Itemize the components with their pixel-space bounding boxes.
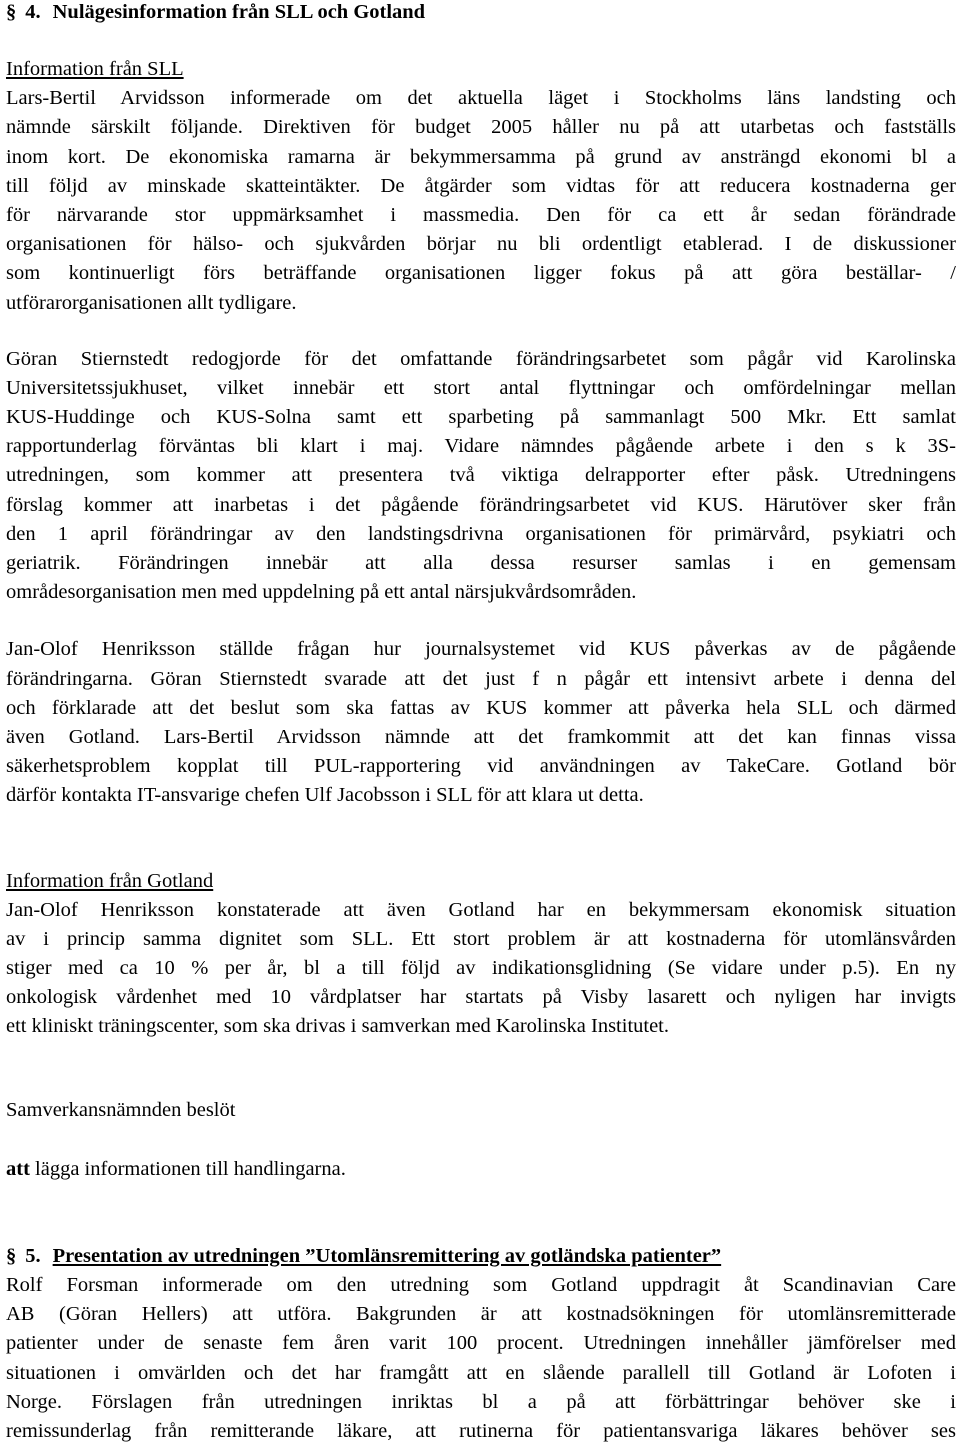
text-line: Jan-Olof Henriksson konstaterade att även Gotland har en bekymmersam ekonomisk situation — [6, 898, 956, 921]
section-title: Nulägesinformation från SLL och Gotland — [52, 1, 426, 23]
text-line: remissunderlag från remitterande läkare, att rutinerna för patientansvariga läkares behöver ses — [6, 1419, 956, 1442]
decision-body: lägga informationen till handlingarna. — [29, 1157, 346, 1180]
text-line: AB (Göran Hellers) att utföra. Bakgrunden är att kostnadsökningen för utomlänsremitterade — [6, 1303, 956, 1326]
sll-paragraph-1 — [6, 84, 956, 318]
text-line: organisationen för hälso- och sjukvården börjar nu bli ordentligt etablerad. I de diskussioner — [6, 233, 956, 256]
text-line: Jan-Olof Henriksson ställde frågan hur journalsystemet vid KUS påverkas av de pågående — [6, 638, 956, 661]
text-line: Rolf Forsman informerade om den utredning som Gotland uppdragit åt Scandinavian Care — [6, 1274, 956, 1297]
section-number: 5. — [25, 1245, 41, 1268]
att-keyword: att — [6, 1157, 30, 1180]
text-line: geriatrik. Förändringen innebär att alla dessa resurser samlas i en gemensam — [6, 552, 956, 575]
text-line: den 1 april förändringar av den landstingsdrivna organisationen för primärvård, psykiatri och — [6, 522, 956, 545]
text-line: därför kontakta IT-ansvarige chefen Ulf Jacobsson i SLL för att klara ut detta. — [6, 784, 644, 807]
gotland-heading: Information från Gotland — [6, 869, 214, 892]
text-line: KUS-Huddinge och KUS-Solna samt ett sparbeting på sammanlagt 500 Mkr. Ett samlat — [6, 406, 956, 429]
text-line: Universitetssjukhuset, vilket innebär ett stort antal flyttningar och omfördelningar mellan — [6, 376, 956, 399]
text-line: patienter under de senaste fem åren varit 100 procent. Utredningen innehåller jämförelser med — [6, 1332, 956, 1355]
text-line: Norge. Förslagen från utredningen inriktas bl a på att förbättringar behöver ske i — [6, 1390, 956, 1413]
document-page — [6, 0, 956, 1446]
text-line: förslag kommer att inarbetas i det pågående förändringsarbetet vid KUS. Härutöver sker från — [6, 493, 956, 516]
text-line: för närvarande stor uppmärksamhet i massmedia. Den för ca ett år sedan förändrade — [6, 203, 956, 226]
text-line: situationen i omvärlden och det har framgått att en slående parallell till Gotland är Lofoten i — [6, 1361, 956, 1384]
gotland-paragraph — [6, 896, 956, 1042]
decision-text — [6, 1155, 956, 1184]
text-line: som kontinuerligt förs beträffande organisationen ligger fokus på att göra beställar- / — [6, 262, 956, 285]
section-5-heading — [6, 1242, 956, 1271]
text-line: nämnde särskilt följande. Direktiven för budget 2005 håller nu på att utarbetas och fastställs — [6, 116, 956, 139]
section-5-paragraph — [6, 1271, 956, 1446]
text-line: säkerhetsproblem kopplat till PUL-rapportering vid användningen av TakeCare. Gotland bör — [6, 755, 956, 778]
text-line: onkologisk vårdenhet med 10 vårdplatser har startats på Visby lasarett och nyligen har invigts — [6, 986, 956, 1009]
sll-heading: Information från SLL — [6, 58, 184, 80]
section-4-heading — [6, 0, 956, 27]
text-line: till följd av minskade skatteintäkter. De åtgärder som vidtas för att reducera kostnaderna ger — [6, 174, 956, 197]
section-symbol: § — [6, 1245, 17, 1268]
decision-heading: Samverkansnämnden beslöt — [6, 1098, 236, 1121]
section-symbol: § — [6, 1, 17, 23]
section-title: Presentation av utredningen ”Utomlänsremittering av gotländska patienter” — [52, 1245, 722, 1268]
text-line: av i princip samma dignitet som SLL. Ett stort problem är att kostnaderna för utomlänsvården — [6, 927, 956, 950]
sll-paragraph-3 — [6, 635, 956, 810]
text-line: ett kliniskt träningscenter, som ska drivas i samverkan med Karolinska Institutet. — [6, 1015, 670, 1038]
text-line: Lars-Bertil Arvidsson informerade om det aktuella läget i Stockholms läns landsting och — [6, 87, 956, 110]
section-number: 4. — [25, 1, 41, 23]
text-line: stiger med ca 10 % per år, bl a till följd av indikationsglidning (Se vidare under p.5). En ny — [6, 957, 956, 980]
sll-paragraph-2 — [6, 345, 956, 608]
text-line: utförarorganisationen allt tydligare. — [6, 291, 297, 314]
text-line: rapportunderlag förväntas bli klart i maj. Vidare nämndes pågående arbete i den s k 3S- — [6, 435, 956, 458]
text-line: förändringarna. Göran Stiernstedt svarade att det just f n pågår ett intensivt arbete i denna del — [6, 667, 956, 690]
text-line: inom kort. De ekonomiska ramarna är bekymmersamma på grund av ansträngd ekonomi bl a — [6, 145, 956, 168]
text-line: även Gotland. Lars-Bertil Arvidsson nämnde att det framkommit att det kan finnas vissa — [6, 725, 956, 748]
text-line: områdesorganisation men med uppdelning på ett antal närsjukvårdsområden. — [6, 581, 637, 604]
text-line: Göran Stiernstedt redogjorde för det omfattande förändringsarbetet som pågår vid Karolinska — [6, 347, 956, 370]
text-line: utredningen, som kommer att presentera två viktiga delrapporter efter påsk. Utredningens — [6, 464, 956, 487]
text-line: och förklarade att det beslut som ska fattas av KUS kommer att påverka hela SLL och därmed — [6, 696, 956, 719]
